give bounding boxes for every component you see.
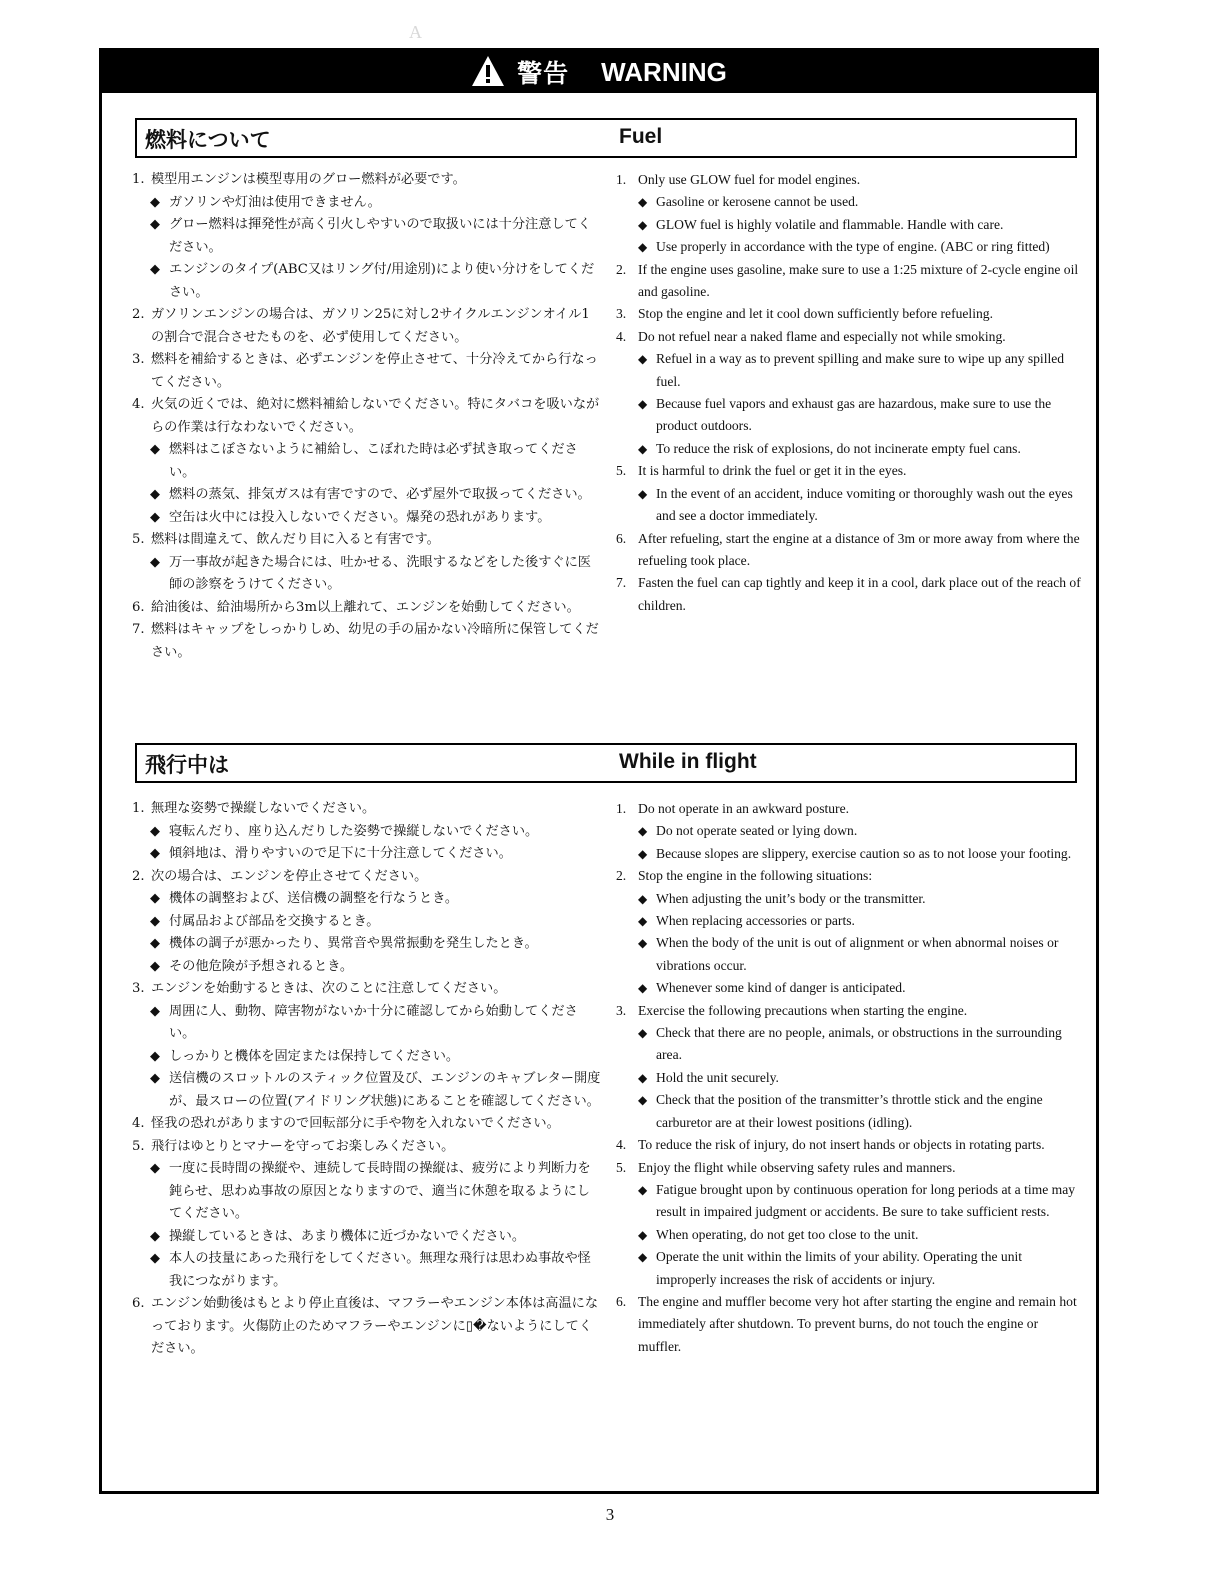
sub-item — [132, 888, 602, 911]
list-item — [132, 529, 602, 552]
item-number: 2. — [616, 261, 627, 277]
sub-item — [616, 1067, 1082, 1089]
item-number: 5. — [616, 1159, 627, 1175]
diamond-bullet-icon: ◆ — [150, 846, 160, 861]
sub-item-text: Check that there are no people, animals, or obstructions in the surrounding area. — [656, 1025, 1062, 1063]
sub-item-text: 送信機のスロットルのスティック位置及び、エンジンのキャブレター開度が、最スローの位置(アイドリング状態)にあることを確認してください。 — [169, 1071, 601, 1109]
list-item — [132, 394, 602, 439]
item-number: 6. — [616, 1293, 627, 1309]
sub-item-text: Refuel in a way as to prevent spilling and make sure to wipe up any spilled fuel. — [656, 351, 1065, 389]
item-text: To reduce the risk of injury, do not insert hands or objects in rotating parts. — [638, 1137, 1045, 1153]
sub-item — [132, 192, 602, 215]
item-text: ガソリンエンジンの場合は、ガソリン25に対し2サイクルエンジンオイル1の割合で混合させたものを、必ず使用してください。 — [151, 307, 590, 345]
sub-item — [132, 843, 602, 866]
list-item — [616, 798, 1082, 820]
item-number: 3. — [132, 981, 145, 996]
item-number: 6. — [616, 530, 627, 546]
item-text: Stop the engine and let it cool down sufficiently before refueling. — [638, 306, 993, 322]
fuel-heading-en: Fuel — [619, 125, 663, 148]
list-item — [616, 528, 1082, 573]
sub-item-text: 付属品および部品を交換するとき。 — [169, 913, 380, 929]
corner-mark: A — [409, 22, 422, 42]
item-number: 2. — [132, 307, 145, 322]
sub-item — [616, 843, 1082, 865]
diamond-bullet-icon: ◆ — [638, 891, 648, 906]
diamond-bullet-icon: ◆ — [638, 1026, 648, 1041]
sub-item-text: Fatigue brought upon by continuous operation for long periods at a time may result in impaired judgment or accidents. Be sure to take sufficient rests. — [656, 1181, 1076, 1220]
sub-item — [132, 956, 602, 979]
item-number: 4. — [132, 1116, 145, 1131]
sub-item — [132, 1068, 602, 1113]
sub-item — [132, 484, 602, 507]
sub-item-text: 操縦しているときは、あまり機体に近づかないでください。 — [169, 1228, 526, 1244]
sub-item — [616, 932, 1082, 977]
diamond-bullet-icon: ◆ — [638, 441, 648, 456]
item-number: 4. — [132, 397, 145, 412]
sub-item-text: Use properly in accordance with the type of engine. (ABC or ring fitted) — [656, 239, 1050, 255]
sub-item-text: エンジンのタイプ(ABC又はリング付/用途別)により使い分けをしてください。 — [169, 262, 595, 300]
item-number: 1. — [132, 172, 145, 187]
diamond-bullet-icon: ◆ — [638, 1227, 648, 1242]
list-item — [132, 866, 602, 889]
sub-item-text: When the body of the unit is out of alignment or when abnormal noises or vibrations occur. — [656, 935, 1059, 973]
item-text: 火気の近くでは、絶対に燃料補給しないでください。特にタバコを吸いながらの作業は行なわないでください。 — [151, 397, 600, 435]
item-text: 燃料は間違えて、飲んだり目に入ると有害です。 — [151, 532, 440, 547]
sub-item-text: 燃料の蒸気、排気ガスは有害ですので、必ず屋外で取扱ってください。 — [169, 487, 591, 502]
item-text: 無理な姿勢で操縦しないでください。 — [151, 801, 376, 816]
list-item — [132, 349, 602, 394]
sub-item-text: When adjusting the unit’s body or the transmitter. — [656, 890, 926, 906]
sub-item — [132, 933, 602, 956]
item-text: Do not operate in an awkward posture. — [638, 801, 850, 816]
sub-item — [616, 348, 1082, 393]
sub-item — [132, 214, 602, 259]
diamond-bullet-icon: ◆ — [150, 1048, 160, 1064]
sub-item — [132, 821, 602, 844]
item-number: 6. — [132, 599, 145, 615]
sub-item — [616, 888, 1082, 910]
sub-item-text: GLOW fuel is highly volatile and flammable. Handle with care. — [656, 216, 1004, 232]
item-number: 6. — [132, 1296, 145, 1311]
diamond-bullet-icon: ◆ — [638, 1182, 648, 1197]
item-text: Exercise the following precautions when starting the engine. — [638, 1002, 968, 1018]
item-number: 4. — [616, 328, 627, 344]
diamond-bullet-icon: ◆ — [638, 981, 648, 996]
item-text: Stop the engine in the following situations: — [638, 868, 873, 884]
fuel-section-header — [135, 118, 1077, 158]
flight-heading-en: While in flight — [619, 750, 757, 773]
sub-item — [616, 1089, 1082, 1134]
diamond-bullet-icon: ◆ — [150, 442, 160, 457]
sub-item — [132, 439, 602, 484]
sub-item — [132, 1248, 602, 1293]
item-number: 1. — [132, 801, 145, 816]
fuel-list-ja — [132, 169, 602, 664]
list-item — [616, 259, 1082, 304]
flight-section-header — [135, 743, 1077, 783]
sub-item — [132, 1158, 602, 1226]
diamond-bullet-icon: ◆ — [150, 262, 160, 277]
item-text: 模型用エンジンは模型専用のグロー燃料が必要です。 — [151, 172, 466, 187]
list-item — [616, 865, 1082, 887]
list-item — [132, 1293, 602, 1361]
diamond-bullet-icon: ◆ — [150, 487, 160, 502]
list-item — [132, 798, 602, 821]
item-text: 給油後は、給油場所から3m以上離れて、エンジンを始動してください。 — [151, 599, 580, 615]
sub-item — [132, 1001, 602, 1046]
item-number: 1. — [616, 172, 627, 187]
warning-banner — [102, 51, 1096, 93]
sub-item — [132, 552, 602, 597]
diamond-bullet-icon: ◆ — [150, 936, 160, 951]
item-number: 5. — [616, 463, 627, 479]
diamond-bullet-icon: ◆ — [150, 1228, 160, 1244]
banner-title-en: WARNING — [601, 56, 727, 87]
diamond-bullet-icon: ◆ — [638, 846, 648, 861]
sub-item-text: グロー燃料は揮発性が高く引火しやすいので取扱いには十分注意してください。 — [169, 217, 591, 255]
item-text: 次の場合は、エンジンを停止させてください。 — [151, 868, 428, 884]
diamond-bullet-icon: ◆ — [150, 554, 160, 570]
item-text: 燃料を補給するときは、必ずエンジンを停止させて、十分冷えてから行なってください。 — [151, 352, 598, 390]
sub-item-text: Whenever some kind of danger is anticipated. — [656, 980, 906, 996]
item-text: エンジン始動後はもとより停止直後は、マフラーやエンジン本体は高温になっております。火傷防止のためマフラーやエンジンに▯�ないようにしてください。 — [151, 1296, 599, 1356]
item-text: Enjoy the flight while observing safety rules and manners. — [638, 1159, 956, 1175]
diamond-bullet-icon: ◆ — [638, 486, 648, 501]
sub-item-text: Operate the unit within the limits of your ability. Operating the unit improperly increases the risk of accidents or injury. — [656, 1249, 1023, 1287]
sub-item — [132, 1226, 602, 1249]
diamond-bullet-icon: ◆ — [638, 352, 648, 367]
sub-item — [132, 259, 602, 304]
list-item — [616, 1291, 1082, 1358]
item-number: 3. — [132, 352, 145, 367]
list-item — [132, 619, 602, 664]
sub-item-text: Check that the position of the transmitter’s throttle stick and the engine carburetor are at their lowest positions (idling). — [656, 1092, 1043, 1130]
warning-frame — [99, 48, 1099, 1494]
fuel-list-en — [616, 169, 1082, 617]
diamond-bullet-icon: ◆ — [150, 1161, 160, 1176]
item-number: 7. — [616, 575, 627, 591]
diamond-bullet-icon: ◆ — [638, 1070, 648, 1085]
diamond-bullet-icon: ◆ — [638, 240, 648, 255]
item-text: If the engine uses gasoline, make sure to use a 1:25 mixture of 2-cycle engine oil and gasoline. — [638, 261, 1079, 300]
diamond-bullet-icon: ◆ — [150, 509, 160, 525]
item-number: 5. — [132, 532, 145, 547]
sub-item-text: その他危険が予想されるとき。 — [169, 958, 354, 974]
sub-item — [616, 483, 1082, 528]
diamond-bullet-icon: ◆ — [638, 195, 648, 210]
sub-item — [616, 191, 1082, 213]
sub-item-text: Hold the unit securely. — [656, 1069, 779, 1085]
list-item — [132, 978, 602, 1001]
diamond-bullet-icon: ◆ — [638, 1093, 648, 1108]
list-item — [132, 1113, 602, 1136]
list-item — [132, 304, 602, 349]
sub-item-text: 空缶は火中には投入しないでください。爆発の恐れがあります。 — [169, 509, 551, 525]
sub-item-text: When operating, do not get too close to the unit. — [656, 1226, 919, 1242]
item-text: 飛行はゆとりとマナーを守ってお楽しみください。 — [151, 1138, 455, 1154]
list-item — [616, 326, 1082, 348]
warning-triangle-icon — [471, 54, 505, 88]
diamond-bullet-icon: ◆ — [638, 824, 648, 839]
item-text: Do not refuel near a naked flame and especially not while smoking. — [638, 328, 1006, 344]
sub-item-text: To reduce the risk of explosions, do not incinerate empty fuel cans. — [656, 440, 1021, 456]
diamond-bullet-icon: ◆ — [150, 194, 160, 210]
sub-item — [132, 507, 602, 530]
sub-item — [616, 236, 1082, 258]
item-number: 1. — [616, 801, 627, 816]
sub-item-text: 機体の調子が悪かったり、異常音や異常振動を発生したとき。 — [169, 936, 538, 951]
diamond-bullet-icon: ◆ — [150, 823, 160, 839]
page-number: 3 — [605, 1505, 615, 1524]
item-text: Only use GLOW fuel for model engines. — [638, 172, 861, 187]
item-text: The engine and muffler become very hot after starting the engine and remain hot immediately after shutdown. To prevent burns, do not touch the engine or muffler. — [638, 1293, 1077, 1354]
sub-item-text: 本人の技量にあった飛行をしてください。無理な飛行は思わぬ事故や怪我につながります。 — [169, 1251, 591, 1289]
sub-item-text: 機体の調整および、送信機の調整を行なうとき。 — [169, 891, 459, 906]
diamond-bullet-icon: ◆ — [638, 217, 648, 232]
sub-item — [616, 820, 1082, 842]
diamond-bullet-icon: ◆ — [150, 217, 160, 232]
sub-item-text: しっかりと機体を固定または保持してください。 — [169, 1048, 460, 1064]
diamond-bullet-icon: ◆ — [638, 397, 648, 412]
item-text: 怪我の恐れがありますので回転部分に手や物を入れないでください。 — [151, 1116, 560, 1131]
flight-heading-ja: 飛行中は — [145, 753, 229, 777]
item-text: It is harmful to drink the fuel or get it in the eyes. — [638, 463, 907, 479]
sub-item — [616, 1246, 1082, 1291]
sub-item-text: ガソリンや灯油は使用できません。 — [169, 194, 381, 210]
diamond-bullet-icon: ◆ — [638, 1250, 648, 1265]
sub-item — [616, 438, 1082, 460]
list-item — [132, 169, 602, 192]
item-number: 2. — [132, 868, 145, 884]
list-item — [616, 460, 1082, 482]
item-number: 3. — [616, 1002, 627, 1018]
diamond-bullet-icon: ◆ — [150, 1251, 160, 1266]
sub-item-text: When replacing accessories or parts. — [656, 913, 855, 929]
list-item — [616, 1000, 1082, 1022]
sub-item-text: 寝転んだり、座り込んだりした姿勢で操縦しないでください。 — [169, 823, 539, 839]
sub-item-text: 傾斜地は、滑りやすいので足下に十分注意してください。 — [169, 846, 512, 861]
sub-item-text: 燃料はこぼさないように補給し、こぼれた時は必ず拭き取ってください。 — [169, 442, 578, 480]
diamond-bullet-icon: ◆ — [150, 913, 160, 929]
sub-item — [616, 214, 1082, 236]
item-text: Fasten the fuel can cap tightly and keep it in a cool, dark place out of the reach of children. — [638, 575, 1081, 613]
item-number: 2. — [616, 868, 627, 884]
sub-item — [616, 1224, 1082, 1246]
sub-item — [132, 1046, 602, 1069]
sub-item — [616, 1179, 1082, 1224]
flight-list-en — [616, 798, 1082, 1358]
flight-list-ja — [132, 798, 602, 1361]
item-number: 7. — [132, 622, 145, 637]
fuel-heading-ja: 燃料について — [145, 128, 271, 152]
sub-item-text: 万一事故が起きた場合には、吐かせる、洗眼するなどをした後すぐに医師の診察をうけてください。 — [169, 554, 591, 592]
sub-item-text: Gasoline or kerosene cannot be used. — [656, 194, 859, 210]
list-item — [616, 169, 1082, 191]
diamond-bullet-icon: ◆ — [150, 1071, 160, 1086]
sub-item-text: Because slopes are slippery, exercise caution so as to not loose your footing. — [656, 845, 1072, 861]
sub-item-text: Because fuel vapors and exhaust gas are hazardous, make sure to use the product outdoors. — [656, 396, 1052, 434]
list-item — [616, 303, 1082, 325]
list-item — [616, 1157, 1082, 1179]
item-number: 3. — [616, 306, 627, 322]
sub-item-text: 一度に長時間の操縦や、連続して長時間の操縦は、疲労により判断力を鈍らせ、思わぬ事故の原因となりますので、適当に休憩を取るようにしてください。 — [169, 1161, 591, 1221]
diamond-bullet-icon: ◆ — [638, 936, 648, 951]
diamond-bullet-icon: ◆ — [150, 1003, 160, 1019]
item-text: エンジンを始動するときは、次のことに注意してください。 — [151, 981, 507, 996]
sub-item-text: In the event of an accident, induce vomiting or thoroughly wash out the eyes and see a doctor immediately. — [656, 485, 1073, 524]
item-text: 燃料はキャップをしっかりしめ、幼児の手の届かない冷暗所に保管してください。 — [151, 622, 599, 660]
sub-item — [616, 977, 1082, 999]
item-number: 5. — [132, 1138, 145, 1154]
item-text: After refueling, start the engine at a distance of 3m or more away from where the refueling took place. — [638, 530, 1080, 568]
sub-item — [132, 911, 602, 934]
list-item — [616, 572, 1082, 617]
sub-item — [616, 910, 1082, 932]
diamond-bullet-icon: ◆ — [150, 958, 160, 974]
list-item — [616, 1134, 1082, 1156]
list-item — [132, 1136, 602, 1159]
sub-item-text: Do not operate seated or lying down. — [656, 823, 858, 839]
banner-title-ja: 警告 — [517, 59, 570, 88]
sub-item — [616, 1022, 1082, 1067]
sub-item — [616, 393, 1082, 438]
sub-item-text: 周囲に人、動物、障害物がないか十分に確認してから始動してください。 — [169, 1003, 578, 1041]
list-item — [132, 597, 602, 620]
diamond-bullet-icon: ◆ — [638, 914, 648, 929]
diamond-bullet-icon: ◆ — [150, 891, 160, 906]
item-number: 4. — [616, 1137, 627, 1153]
